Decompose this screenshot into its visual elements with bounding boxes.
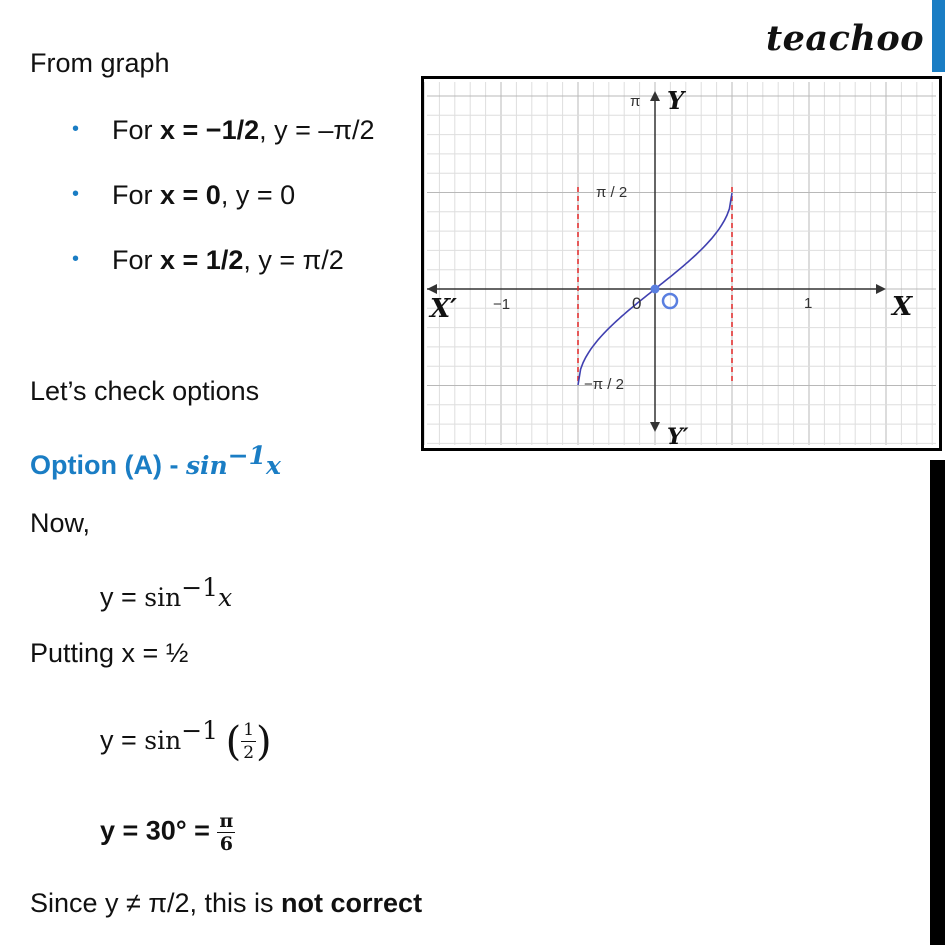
eq3-num: π <box>219 810 234 832</box>
graph-svg <box>424 79 939 448</box>
conclusion-prefix: Since y ≠ π/2, this is <box>30 888 282 918</box>
bullet-bold: x = 0 <box>160 180 221 210</box>
option-a-heading <box>30 441 281 481</box>
brand-logo: teachoo <box>766 18 925 59</box>
eq2-lhs: y = <box>100 725 145 755</box>
accent-bar-top <box>932 0 945 72</box>
eq2-paren-close: ) <box>256 718 272 765</box>
bullet-rest: , y = 0 <box>220 180 296 210</box>
equation-3 <box>100 810 235 855</box>
side-bar-bottom <box>930 460 945 945</box>
tick-x-pos-label: 1 <box>804 295 813 312</box>
equation-1 <box>100 573 232 613</box>
bullet-dot: • <box>72 118 80 140</box>
y-axis-arrow-down <box>650 422 660 432</box>
eq1-lhs: y = <box>100 582 145 612</box>
tick-y-neg-half-pi-label: −π / 2 <box>584 376 624 393</box>
bullet-prefix: For <box>112 115 161 145</box>
x-neg-axis-label: X′ <box>430 294 458 324</box>
eq1-func: sin <box>144 583 182 612</box>
origin-point <box>651 285 660 294</box>
bullet-dot: • <box>72 248 80 270</box>
bullet-dot: • <box>72 183 80 205</box>
graph-grid <box>424 82 936 445</box>
bullet-prefix: For <box>112 180 161 210</box>
intro-text: From graph <box>30 48 170 78</box>
bullet-rest: , y = –π/2 <box>259 115 375 145</box>
bullet-item <box>72 115 375 146</box>
y-axis-label: Y <box>667 86 685 115</box>
eq2-sup: −1 <box>181 716 219 745</box>
bullet-rest: , y = π/2 <box>243 245 344 275</box>
eq3-text: y = 30° = <box>100 815 218 846</box>
eq1-var: x <box>218 583 233 612</box>
bullet-bold: x = 1/2 <box>160 245 244 275</box>
bullet-prefix: For <box>112 245 161 275</box>
eq2-num: 1 <box>243 720 255 741</box>
tick-y-half-pi-label: π / 2 <box>596 184 628 201</box>
graph-figure <box>421 76 942 451</box>
check-options-text: Let’s check options <box>30 376 260 406</box>
conclusion-bold: not correct <box>281 888 423 918</box>
eq2-func: sin <box>144 726 182 755</box>
conclusion-text <box>30 888 422 919</box>
bullet-bold: x = −1/2 <box>160 115 260 145</box>
x-axis-arrow-left <box>427 284 437 294</box>
eq2-fraction <box>241 719 256 764</box>
tick-y-pi-label: π <box>630 93 641 110</box>
equation-2 <box>100 716 272 765</box>
putting-text: Putting x = ½ <box>30 638 189 668</box>
bullet-item <box>72 180 295 211</box>
eq1-sup: −1 <box>181 573 219 602</box>
option-label: Option (A) - <box>30 450 186 480</box>
tick-x-neg-label: −1 <box>493 296 511 313</box>
x-axis-label: X <box>892 292 913 322</box>
bullet-item <box>72 245 344 276</box>
x-axis-arrow-right <box>876 284 886 294</box>
now-text: Now, <box>30 508 91 538</box>
y-neg-axis-label: Y′ <box>667 424 689 448</box>
eq3-den: 6 <box>219 833 233 855</box>
option-sup: −1 <box>227 441 267 470</box>
option-var: x <box>266 451 281 480</box>
eq2-paren-open: ( <box>225 718 242 765</box>
eq3-fraction <box>217 810 235 855</box>
option-func: sin <box>185 451 228 480</box>
eq2-den: 2 <box>243 743 255 764</box>
origin-label: 0 <box>632 294 642 313</box>
